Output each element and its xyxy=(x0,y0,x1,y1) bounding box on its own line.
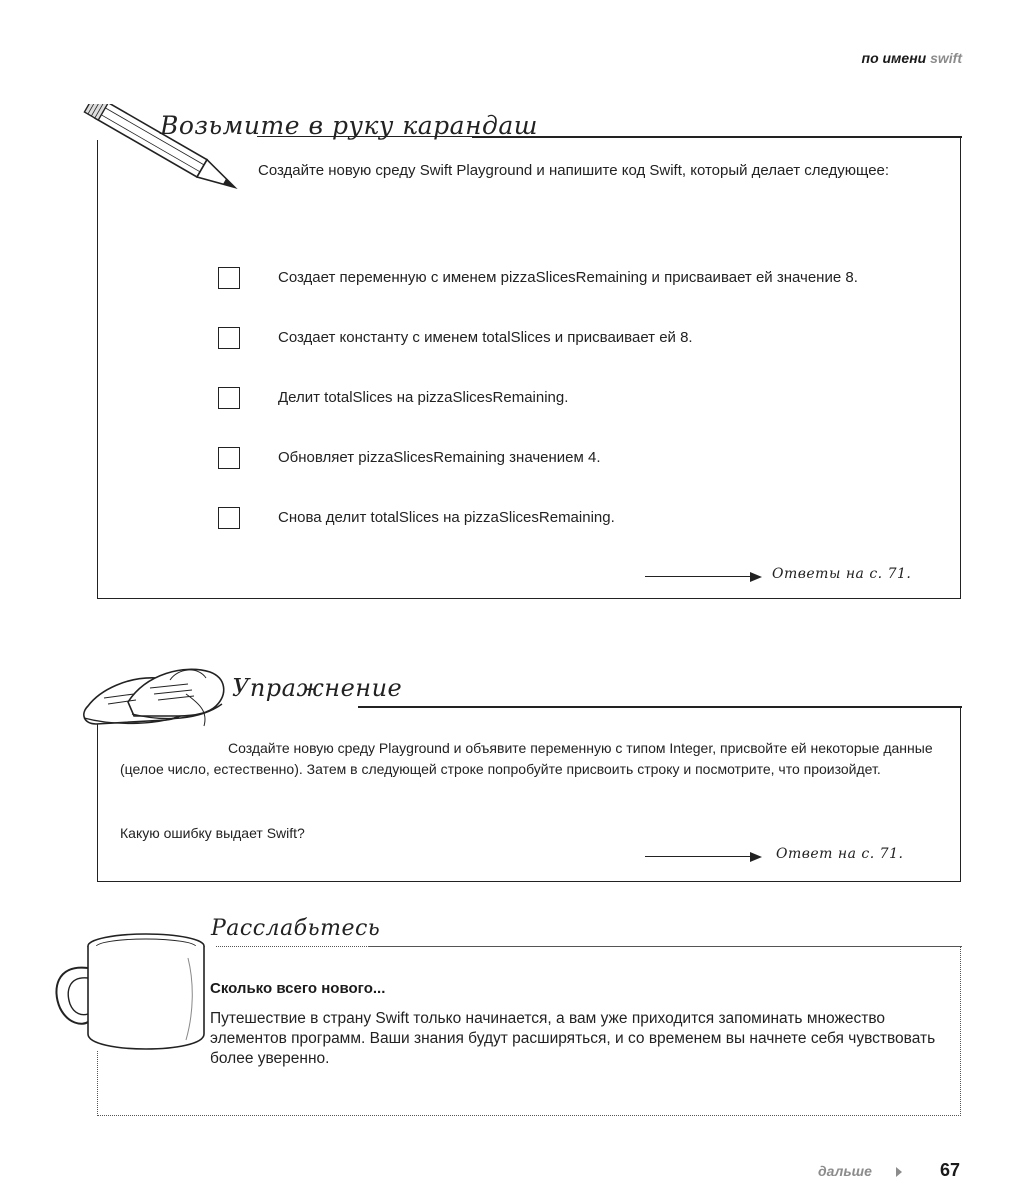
relax-heading: Сколько всего нового... xyxy=(210,980,386,997)
sneakers-icon xyxy=(74,654,234,734)
relax-section-title: Расслабьтесь xyxy=(211,916,381,941)
task-text-1: Создает переменную с именем pizzaSlicesRemaining и присваивает ей значение 8. xyxy=(278,269,858,286)
answers-page-note: Ответы на с. 71. xyxy=(772,566,912,582)
next-page-link[interactable]: дальше xyxy=(818,1163,872,1179)
next-arrow-icon xyxy=(896,1167,902,1177)
task-text-4: Обновляет pizzaSlicesRemaining значением 4. xyxy=(278,449,601,466)
pencil-section-intro: Создайте новую среду Swift Playground и напишите код Swift, который делает следующее: xyxy=(258,162,890,179)
mug-icon xyxy=(48,922,216,1070)
page-number: 67 xyxy=(940,1160,961,1180)
exercise-body-text: Создайте новую среду Playground и объявите переменную с типом Integer, присвойте ей некоторые данные (целое число, естественно). Затем в следующей строке попробуйте присвоить строку и посмотрите, что произойдет. xyxy=(120,740,933,777)
exercise-answer-page-note: Ответ на с. 71. xyxy=(776,846,904,862)
task-checkbox-2[interactable] xyxy=(218,327,240,349)
exercise-arrow-line xyxy=(645,856,751,857)
task-checkbox-3[interactable] xyxy=(218,387,240,409)
task-text-3: Делит totalSlices на pizzaSlicesRemaining. xyxy=(278,389,569,406)
task-checkbox-4[interactable] xyxy=(218,447,240,469)
answers-arrow-line xyxy=(645,576,751,577)
pencil-section-title: Возьмите в руку карандаш xyxy=(160,111,538,140)
exercise-arrow-icon xyxy=(750,852,762,862)
relax-body-text: Путешествие в страну Swift только начинается, а вам уже приходится запоминать множество элементов программ. Ваши знания будут расширяться, и со временем вы начнете себя чувствовать более уверенно. xyxy=(210,1010,936,1067)
task-text-2: Создает константу с именем totalSlices и присваивает ей 8. xyxy=(278,329,693,346)
exercise-section-title: Упражнение xyxy=(232,674,403,702)
relax-title-dotted-line xyxy=(368,946,962,947)
task-text-5: Снова делит totalSlices на pizzaSlicesRemaining. xyxy=(278,509,615,526)
exercise-question: Какую ошибку выдает Swift? xyxy=(120,825,305,841)
header-prefix: по имени xyxy=(861,50,927,66)
running-header xyxy=(862,50,962,66)
pencil-title-underline xyxy=(472,136,962,138)
task-checkbox-5[interactable] xyxy=(218,507,240,529)
pencil-exercise-box xyxy=(97,136,961,599)
task-checkbox-1[interactable] xyxy=(218,267,240,289)
answers-arrow-icon xyxy=(750,572,762,582)
header-accent: swift xyxy=(930,50,962,66)
exercise-title-underline xyxy=(358,706,962,708)
